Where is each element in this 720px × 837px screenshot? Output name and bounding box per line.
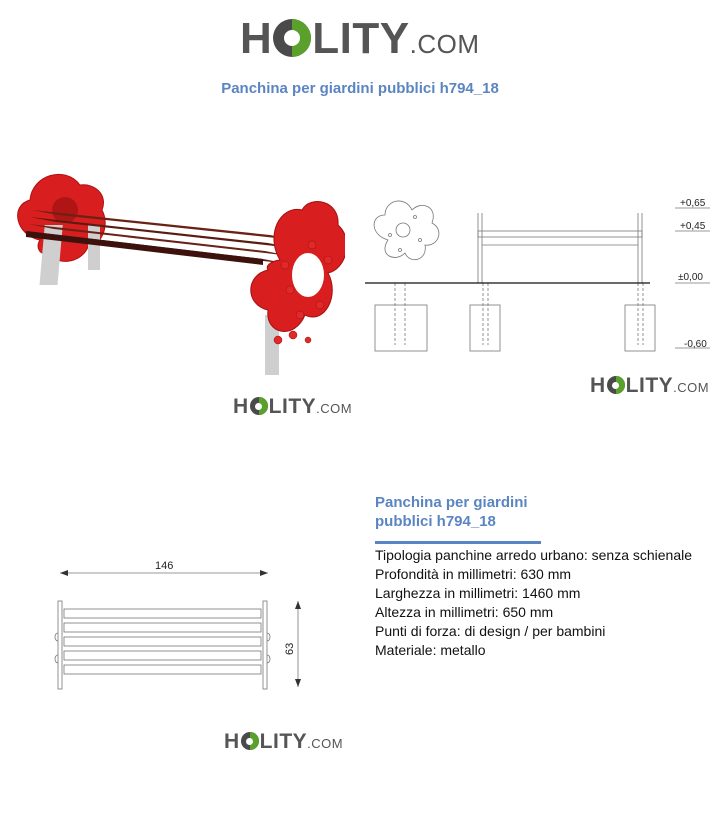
- logo-o-icon: [250, 397, 268, 415]
- info-title-line-2: pubblici h794_18: [375, 513, 496, 530]
- page-title: Panchina per giardini pubblici h794_18: [221, 80, 499, 97]
- plan-depth-label: 63: [284, 642, 296, 655]
- plan-width-label: 146: [155, 560, 174, 572]
- spec-item: Profondità in millimetri: 630 mm: [375, 566, 572, 582]
- level-label-foundation: -0,60: [684, 339, 707, 350]
- level-label-seat: +0,45: [680, 221, 706, 232]
- logo-dotcom: .COM: [673, 380, 710, 395]
- logo-letters: LITY: [259, 730, 308, 753]
- plan-view-drawing: [50, 555, 310, 695]
- spec-item: Punti di forza: di design / per bambini: [375, 623, 606, 639]
- logo-o-icon: [607, 376, 625, 394]
- level-label-top: +0,65: [680, 198, 706, 209]
- spec-item: Materiale: metallo: [375, 642, 486, 658]
- logo-letter-h: H: [233, 395, 249, 418]
- logo-letter-h: H: [590, 374, 606, 397]
- info-divider: [375, 541, 541, 544]
- logo-dotcom: .COM: [409, 29, 480, 59]
- spec-item: Altezza in millimetri: 650 mm: [375, 604, 554, 620]
- logo-dotcom: .COM: [316, 401, 353, 416]
- logo-dotcom: .COM: [307, 736, 344, 751]
- logo-letters: LITY: [625, 374, 674, 397]
- logo-letter-h: H: [224, 730, 240, 753]
- logo-o-icon: [273, 19, 311, 57]
- spec-item: Larghezza in millimetri: 1460 mm: [375, 585, 581, 601]
- logo-letters: LITY: [268, 395, 317, 418]
- spec-list: [375, 546, 692, 660]
- bench-product-image: [10, 165, 345, 380]
- level-label-ground: ±0,00: [678, 272, 703, 283]
- logo-o-icon: [241, 732, 259, 750]
- holity-logo-small: [233, 395, 352, 419]
- info-title: [375, 493, 575, 531]
- holity-logo-small: [224, 730, 343, 754]
- front-flower-panel: [251, 202, 345, 344]
- logo-letters: LITY: [312, 14, 410, 63]
- spec-item: Tipologia panchine arredo urbano: senza schienale: [375, 547, 693, 563]
- logo-letter-h: H: [240, 14, 273, 63]
- side-flower-outline: [374, 201, 439, 260]
- holity-logo[interactable]: [240, 14, 480, 64]
- elevation-drawing: [360, 195, 710, 360]
- holity-logo-small: [590, 374, 709, 398]
- info-title-line-1: Panchina per giardini: [375, 494, 528, 511]
